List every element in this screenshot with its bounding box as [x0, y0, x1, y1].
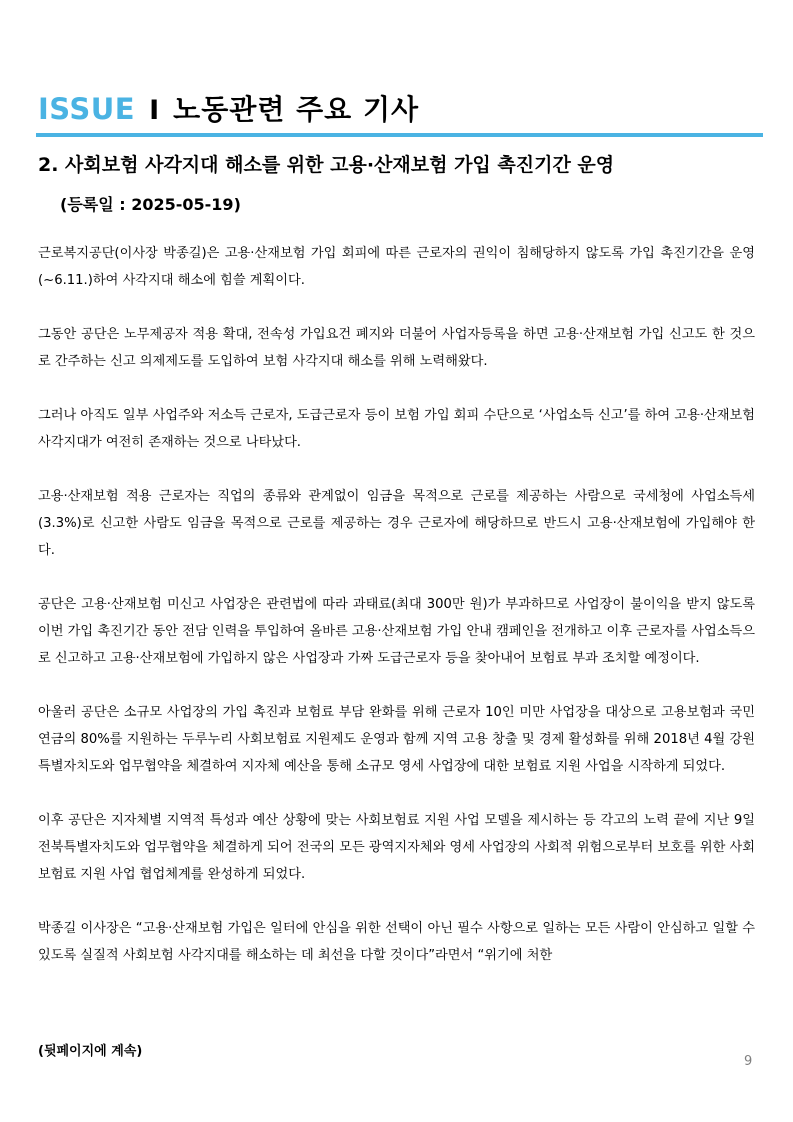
paragraph-1: 근로복지공단(이사장 박종길)은 고용·산재보험 가입 회피에 따른 근로자의 권익이 침해당하지 않도록 가입 촉진기간을 운영(~6.11.)하여 사각지대 해소에 힘쓸 계획이다. — [38, 246, 755, 288]
article-body — [38, 240, 755, 996]
article-title: 2. 사회보험 사각지대 해소를 위한 고용·산재보험 가입 촉진기간 운영 — [38, 154, 615, 176]
paragraph-7: 이후 공단은 지자체별 지역적 특성과 예산 상황에 맞는 사회보험료 지원 사업 모델을 제시하는 등 각고의 노력 끝에 지난 9일 전북특별자치도와 업무협약을 체결하게 되어 전국의 모든 광역지자체와 영세 사업장의 사회적 위험으로부터 보호를 위한 사회보험료 지원 사업 협업체계를 완성하게 되었다. — [38, 813, 755, 882]
paragraph-2: 그동안 공단은 노무제공자 적용 확대, 전속성 가입요건 폐지와 더불어 사업자등록을 하면 고용·산재보험 가입 신고도 한 것으로 간주하는 신고 의제제도를 도입하여 보험 사각지대 해소를 위해 노력해왔다. — [38, 327, 755, 369]
header-separator: I — [149, 95, 160, 126]
section-title: 노동관련 주요 기사 — [173, 93, 420, 126]
continued-note: (뒷페이지에 계속) — [38, 1044, 143, 1059]
paragraph-4: 고용·산재보험 적용 근로자는 직업의 종류와 관계없이 임금을 목적으로 근로를 제공하는 사람으로 국세청에 사업소득세(3.3%)로 신고한 사람도 임금을 목적으로 근로를 제공하는 경우 근로자에 해당하므로 반드시 고용·산재보험에 가입해야 한다. — [38, 489, 755, 558]
issue-label: ISSUE — [38, 92, 136, 126]
paragraph-5: 공단은 고용·산재보험 미신고 사업장은 관련법에 따라 과태료(최대 300만 원)가 부과하므로 사업장이 불이익을 받지 않도록 이번 가입 촉진기간 동안 전담 인력을 투입하여 올바른 고용·산재보험 가입 안내 캠페인을 전개하고 이후 근로자를 사업소득으로 신고하고 고용·산재보험에 가입하지 않은 사업장과 가짜 도급근로자 등을 찾아내어 보험료 부과 조치할 예정이다. — [38, 597, 755, 666]
registration-date: (등록일 : 2025-05-19) — [60, 195, 241, 214]
page-number: 9 — [744, 1054, 753, 1069]
paragraph-3: 그러나 아직도 일부 사업주와 저소득 근로자, 도급근로자 등이 보험 가입 회피 수단으로 ‘사업소득 신고’를 하여 고용·산재보험 사각지대가 여전히 존재하는 것으로 나타났다. — [38, 408, 755, 450]
header-divider — [36, 133, 763, 137]
paragraph-6: 아울러 공단은 소규모 사업장의 가입 촉진과 보험료 부담 완화를 위해 근로자 10인 미만 사업장을 대상으로 고용보험과 국민연금의 80%를 지원하는 두루누리 사회보험료 지원제도 운영과 함께 지역 고용 창출 및 경제 활성화를 위해 2018년 4월 강원특별자치도와 업무협약을 체결하여 지자체 예산을 통해 소규모 영세 사업장에 대한 보험료 지원 사업을 시작하게 되었다. — [38, 705, 755, 774]
section-header — [38, 88, 758, 130]
paragraph-8: 박종길 이사장은 “고용·산재보험 가입은 일터에 안심을 위한 선택이 아닌 필수 사항으로 일하는 모든 사람이 안심하고 일할 수 있도록 실질적 사회보험 사각지대를 해소하는 데 최선을 다할 것이다”라면서 “위기에 처한 — [38, 921, 755, 963]
